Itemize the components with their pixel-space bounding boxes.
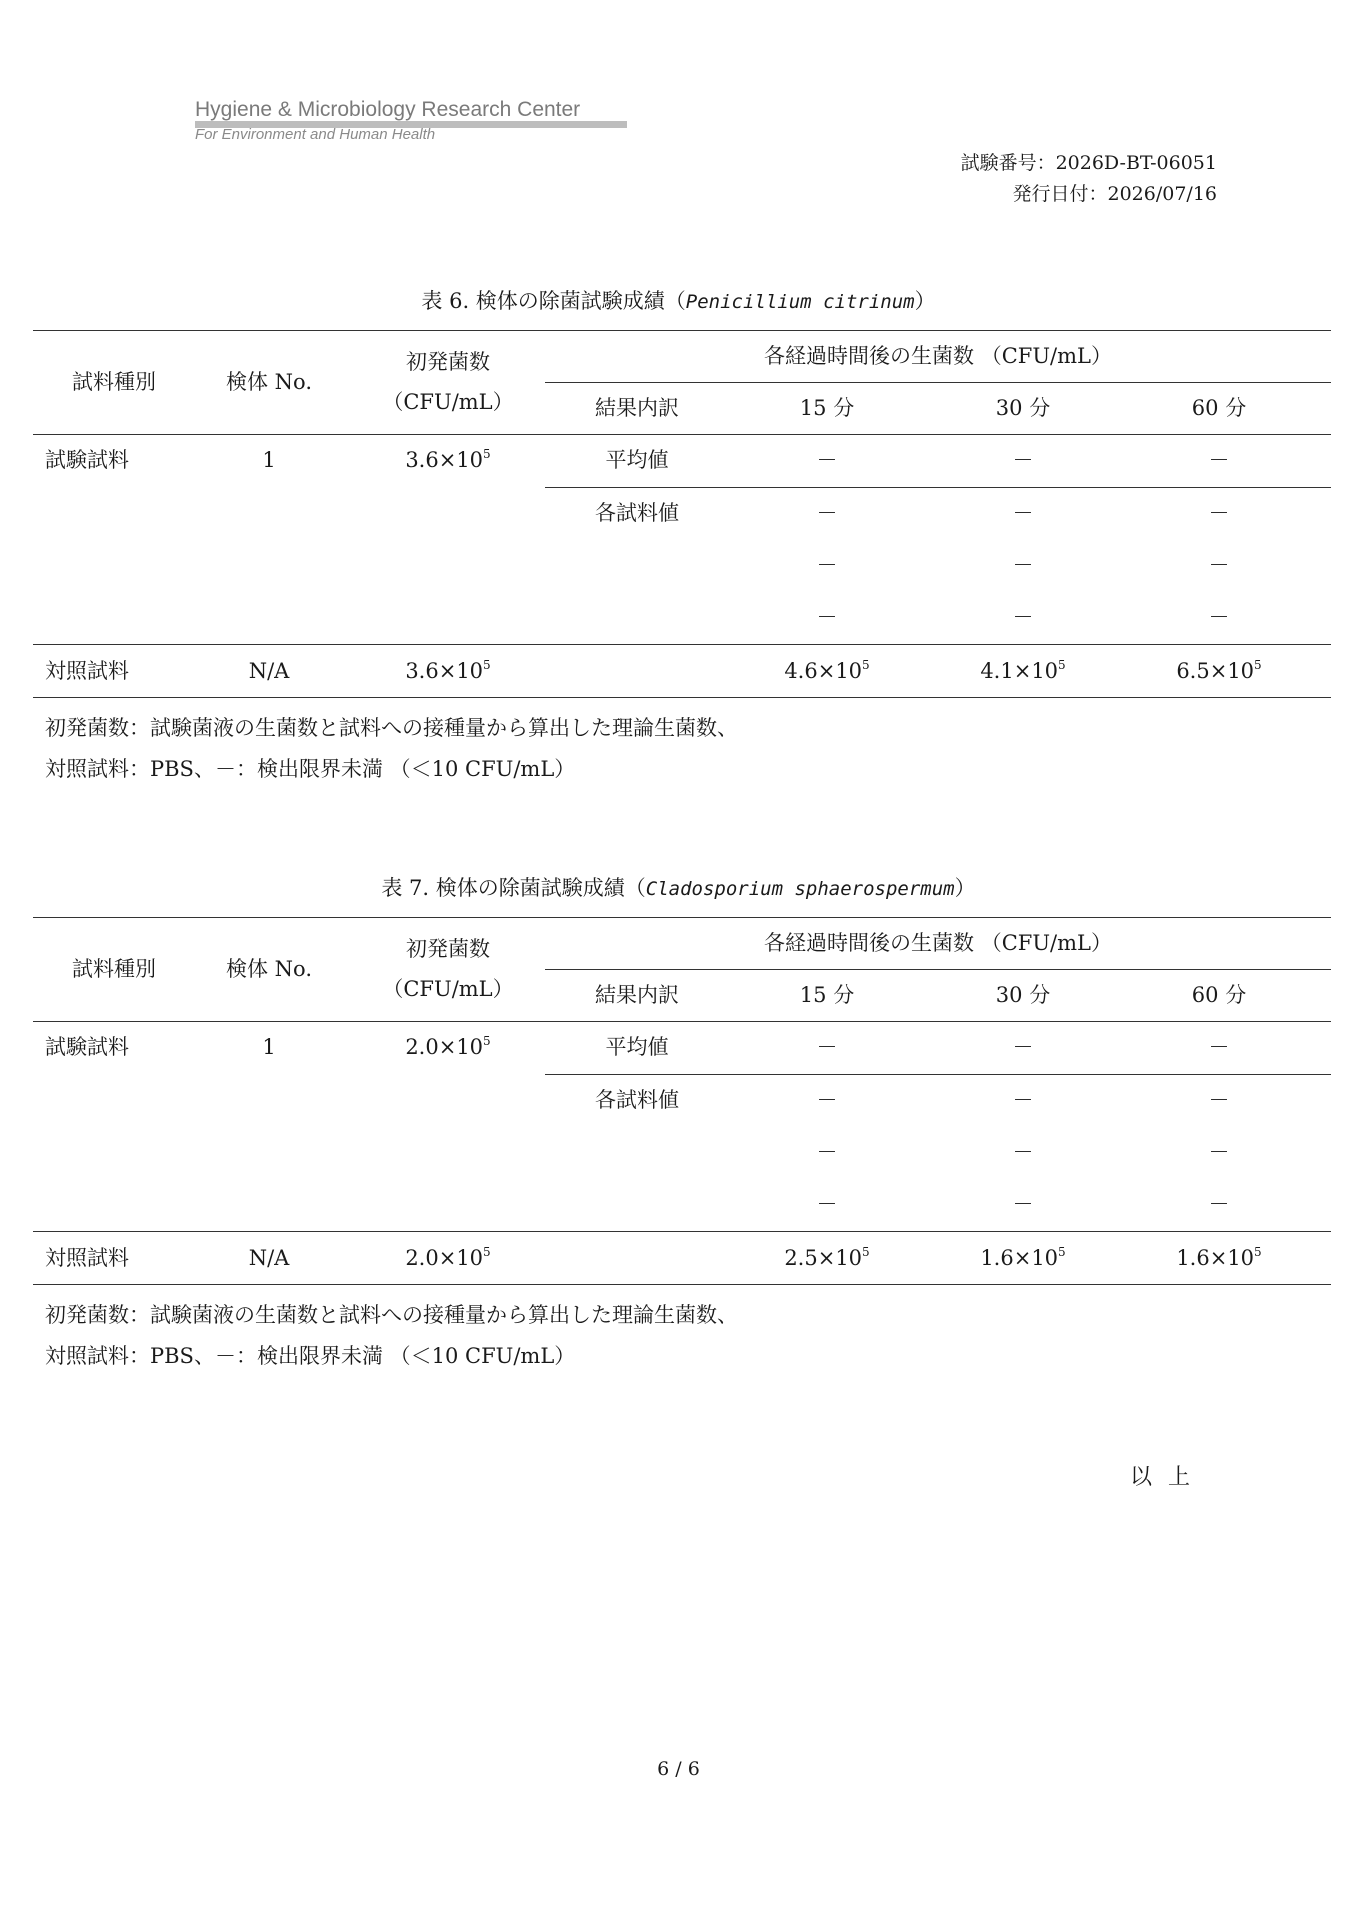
average-60min: － [1208, 448, 1230, 472]
org-name: Hygiene & Microbiology Research Center [195, 98, 581, 121]
page-number: 6 / 6 [657, 1758, 700, 1780]
table-rule [545, 382, 1331, 383]
header-specimen-no: 検体 No. [226, 370, 312, 394]
average-30min: － [1012, 1035, 1034, 1059]
each-value: － [1012, 501, 1034, 525]
header-15min: 15 分 [799, 983, 855, 1007]
control-30min: $1.6\times 10^5$ [980, 1245, 1066, 1270]
header-elapsed: 各経過時間後の生菌数 （CFU/mL） [764, 344, 1112, 368]
table-rule [33, 644, 1331, 645]
species-name: Cladosporium sphaerospermum [645, 878, 955, 900]
specimen-no: 1 [262, 448, 276, 472]
table-rule [33, 1231, 1331, 1232]
control-60min: $6.5\times 10^5$ [1176, 658, 1262, 683]
each-value: － [816, 501, 838, 525]
table-rule [545, 1074, 1331, 1075]
table-rule [545, 969, 1331, 970]
header-initial-count: 初発菌数 [406, 350, 490, 374]
species-name: Penicillium citrinum [685, 291, 915, 313]
document-meta [961, 148, 1217, 210]
table-rule [33, 1021, 1331, 1022]
issue-date: 発行日付：2026/07/16 [1012, 183, 1217, 205]
sample-type: 試験試料 [45, 1035, 129, 1059]
initial-count-value: $2.0\times 10^5$ [405, 1034, 491, 1059]
header-30min: 30 分 [995, 396, 1051, 420]
each-sample-label: 各試料値 [595, 1088, 679, 1112]
header-15min: 15 分 [799, 396, 855, 420]
control-type: 対照試料 [45, 659, 129, 683]
each-value: － [1208, 1140, 1230, 1164]
average-label: 平均値 [605, 1035, 669, 1059]
closing-mark: 以上 [1130, 1465, 1207, 1490]
control-initial: $2.0\times 10^5$ [405, 1245, 491, 1270]
table-rule [33, 1284, 1331, 1285]
average-60min: － [1208, 1035, 1230, 1059]
header-initial-unit: （CFU/mL） [382, 390, 514, 414]
header-30min: 30 分 [995, 983, 1051, 1007]
table-rule [33, 330, 1331, 331]
control-30min: $4.1\times 10^5$ [980, 658, 1066, 683]
average-15min: － [816, 1035, 838, 1059]
control-60min: $1.6\times 10^5$ [1176, 1245, 1262, 1270]
specimen-no: 1 [262, 1035, 276, 1059]
header-60min: 60 分 [1191, 396, 1247, 420]
table-rule [33, 917, 1331, 918]
control-15min: $4.6\times 10^5$ [784, 658, 870, 683]
table-6-note-control: 対照試料：PBS、－：検出限界未満 （＜10 CFU/mL） [45, 757, 576, 781]
each-value: － [1208, 501, 1230, 525]
table-7-title: 表 7. 検体の除菌試験成績（Cladosporium sphaerospermum） [381, 876, 976, 900]
each-value: － [1012, 553, 1034, 577]
control-no: N/A [248, 1246, 290, 1270]
initial-count-value: $3.6\times 10^5$ [405, 447, 491, 472]
test-number: 試験番号：2026D-BT-06051 [960, 152, 1217, 174]
table-7-note-control: 対照試料：PBS、－：検出限界未満 （＜10 CFU/mL） [45, 1344, 576, 1368]
header-sample-type: 試料種別 [72, 957, 156, 981]
header-breakdown: 結果内訳 [595, 983, 679, 1007]
table-rule [33, 697, 1331, 698]
header-elapsed: 各経過時間後の生菌数 （CFU/mL） [764, 931, 1112, 955]
table-rule [545, 487, 1331, 488]
each-value: － [816, 605, 838, 629]
each-value: － [1208, 1192, 1230, 1216]
control-type: 対照試料 [45, 1246, 129, 1270]
header-initial-count: 初発菌数 [406, 937, 490, 961]
table-rule [33, 434, 1331, 435]
control-no: N/A [248, 659, 290, 683]
each-value: － [1208, 605, 1230, 629]
header-sample-type: 試料種別 [72, 370, 156, 394]
header-specimen-no: 検体 No. [226, 957, 312, 981]
each-value: － [816, 1140, 838, 1164]
average-15min: － [816, 448, 838, 472]
average-label: 平均値 [605, 448, 669, 472]
each-value: － [1012, 605, 1034, 629]
average-30min: － [1012, 448, 1034, 472]
each-value: － [816, 1192, 838, 1216]
header-initial-unit: （CFU/mL） [382, 977, 514, 1001]
each-value: － [1012, 1140, 1034, 1164]
sample-type: 試験試料 [45, 448, 129, 472]
org-logo [195, 98, 625, 144]
each-sample-label: 各試料値 [595, 501, 679, 525]
each-value: － [1012, 1192, 1034, 1216]
control-initial: $3.6\times 10^5$ [405, 658, 491, 683]
table-6-note-initial: 初発菌数：試験菌液の生菌数と試料への接種量から算出した理論生菌数、 [45, 716, 738, 740]
control-15min: $2.5\times 10^5$ [784, 1245, 870, 1270]
header-60min: 60 分 [1191, 983, 1247, 1007]
header-breakdown: 結果内訳 [595, 396, 679, 420]
each-value: － [1012, 1088, 1034, 1112]
each-value: － [1208, 1088, 1230, 1112]
org-tagline: For Environment and Human Health [195, 126, 436, 143]
table-6-title: 表 6. 検体の除菌試験成績（Penicillium citrinum） [421, 289, 936, 313]
table-7-note-initial: 初発菌数：試験菌液の生菌数と試料への接種量から算出した理論生菌数、 [45, 1303, 738, 1327]
each-value: － [816, 553, 838, 577]
each-value: － [816, 1088, 838, 1112]
each-value: － [1208, 553, 1230, 577]
